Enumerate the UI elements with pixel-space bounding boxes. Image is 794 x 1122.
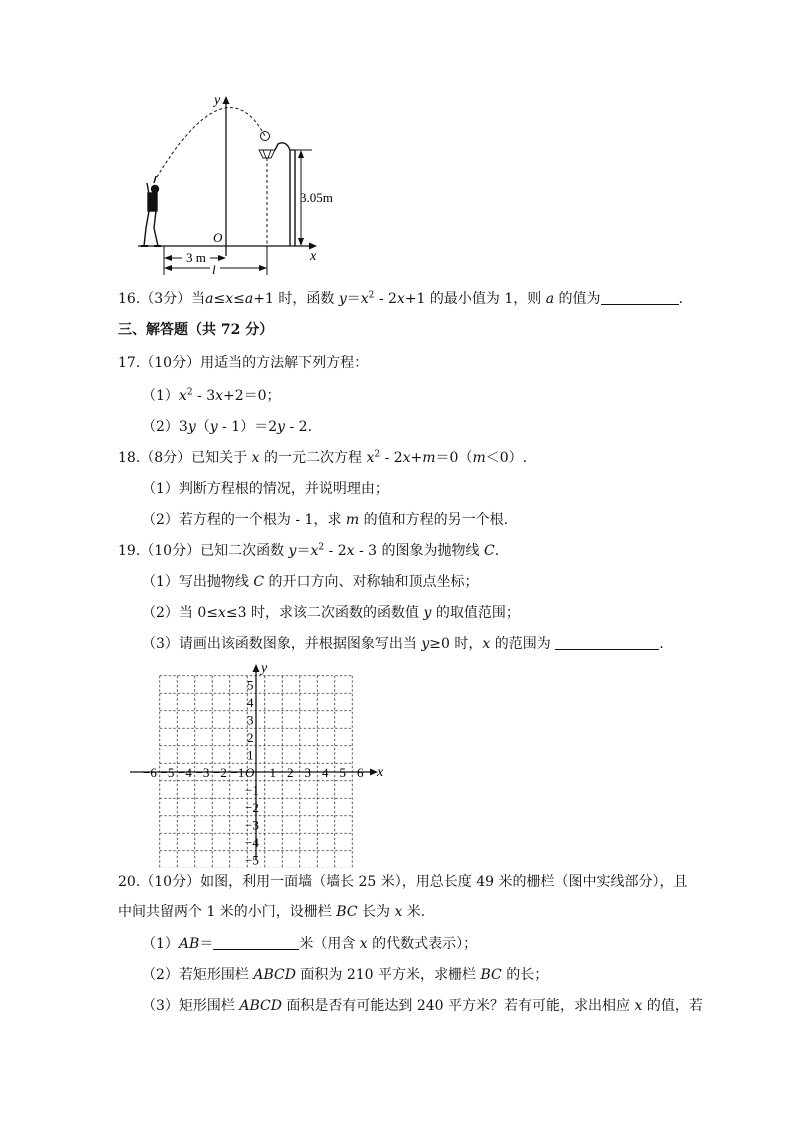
y-axis-label: y [214,93,221,108]
x-tick-label: −1 [230,765,245,780]
ball-icon [261,132,270,141]
coordinate-grid[interactable] [130,656,400,868]
x-tick-label: −4 [178,765,192,780]
y-axis-arrow [223,96,230,104]
question-20: 20.（10分）如图，利用一面墙（墙长 25 米），用总长度 49 米的栅栏（图中实线部分），且 [118,874,688,890]
dim-3m-arrow-left [164,255,172,261]
x-tick-label: −5 [160,765,175,780]
height-arrow-up [298,150,304,158]
y-tick-label: −3 [245,817,259,833]
y-tick-label: −4 [245,835,259,850]
origin-label: O [213,230,223,245]
y-tick-label: 4 [247,695,254,710]
y-tick-label: −1 [245,782,259,798]
dim-l-arrow-right [259,265,267,271]
y-tick-label: 2 [247,730,254,745]
x-tick-label: 2 [287,765,294,780]
player-figure [141,176,161,246]
x-tick-label: 1 [269,765,276,780]
answer-blank[interactable] [213,935,299,950]
dim-l-arrow-left [164,265,172,271]
x-tick-label: O [245,765,255,780]
question-19-part-1: （1）写出抛物线 C 的开口方向、对称轴和顶点坐标； [142,574,479,590]
y-tick-label: 1 [247,747,254,763]
question-17-part-1: $(1)x^2 - 3x+2=0$； [142,387,281,404]
question-20-part-2: （2）若矩形围栏 ABCD 面积为 210 平方米，求栅栏 BC 的长； [142,967,549,983]
question-19-part-3: （3）请画出该函数图象，并根据图象写出当 y≥0 时，x 的范围为 . [142,636,664,652]
section-heading: 三、解答题（共 72 分） [118,322,274,338]
dim-3m-arrow-right [218,255,226,261]
answer-blank[interactable] [601,290,679,305]
y-tick-label: 3 [247,712,254,728]
question-20-part-3: （3）矩形围栏 ABCD 面积是否有可能达到 240 平方米？若有可能，求出相应 x 的值，若 [142,998,703,1014]
ball-trajectory [154,108,266,182]
x-tick-label: 5 [339,765,346,780]
dim-3m-label: 3 m [186,250,206,265]
basketball-figure [130,88,350,276]
question-20-line-2: 中间共留两个 1 米的小门，设栅栏 BC 长为 x 米. [118,904,426,920]
grid-y-axis-arrow [253,664,260,672]
question-16: 16.（3分）当a≤x≤a+1 时，函数 $y=x^2 - 2x+1$ 的最小值为 1，则 a 的值为 . [118,290,683,307]
question-19-part-2: （2）当 0≤x≤3 时，求该二次函数的函数值 y 的取值范围； [142,605,520,621]
x-tick-label: 4 [322,765,329,780]
height-label: 3.05m [300,190,333,205]
y-tick-label: 5 [247,677,254,693]
x-axis-label: x [310,249,317,264]
question-18-part-2: （2）若方程的一个根为 - 1，求 m 的值和方程的另一个根. [142,512,509,528]
question-18-part-1: （1）判断方程根的情况，并说明理由； [142,481,389,497]
question-19: 19.（10分）已知二次函数 $y=x^2 - 2x - 3$ 的图象为抛物线 C. [118,542,500,559]
question-17: 17.（10分）用适当的方法解下列方程： [118,355,369,371]
x-tick-label: −2 [213,765,227,780]
x-tick-label: 6 [357,765,364,780]
y-tick-label: −5 [245,852,259,868]
y-tick-label: −2 [245,800,259,815]
x-tick-label: −6 [143,765,157,780]
grid-x-axis-label: x [377,765,384,780]
question-18: 18.（8分）已知关于 x 的一元二次方程 $x^2 - 2x+m=0(m<0)$. [118,449,528,466]
dim-l-label: l [212,262,216,276]
basket-pole [275,143,295,246]
x-tick-label: −3 [195,765,210,780]
grid-y-axis-label: y [261,661,268,676]
height-arrow-down [298,238,304,246]
hoop-net-icon [259,150,275,158]
question-20-part-1: （1）AB＝ 米（用含 x 的代数式表示）； [142,936,478,952]
question-17-part-2: （2）3y（y - 1）＝2y - 2. [142,419,313,435]
answer-blank[interactable] [555,635,659,650]
x-tick-label: 3 [304,765,311,780]
